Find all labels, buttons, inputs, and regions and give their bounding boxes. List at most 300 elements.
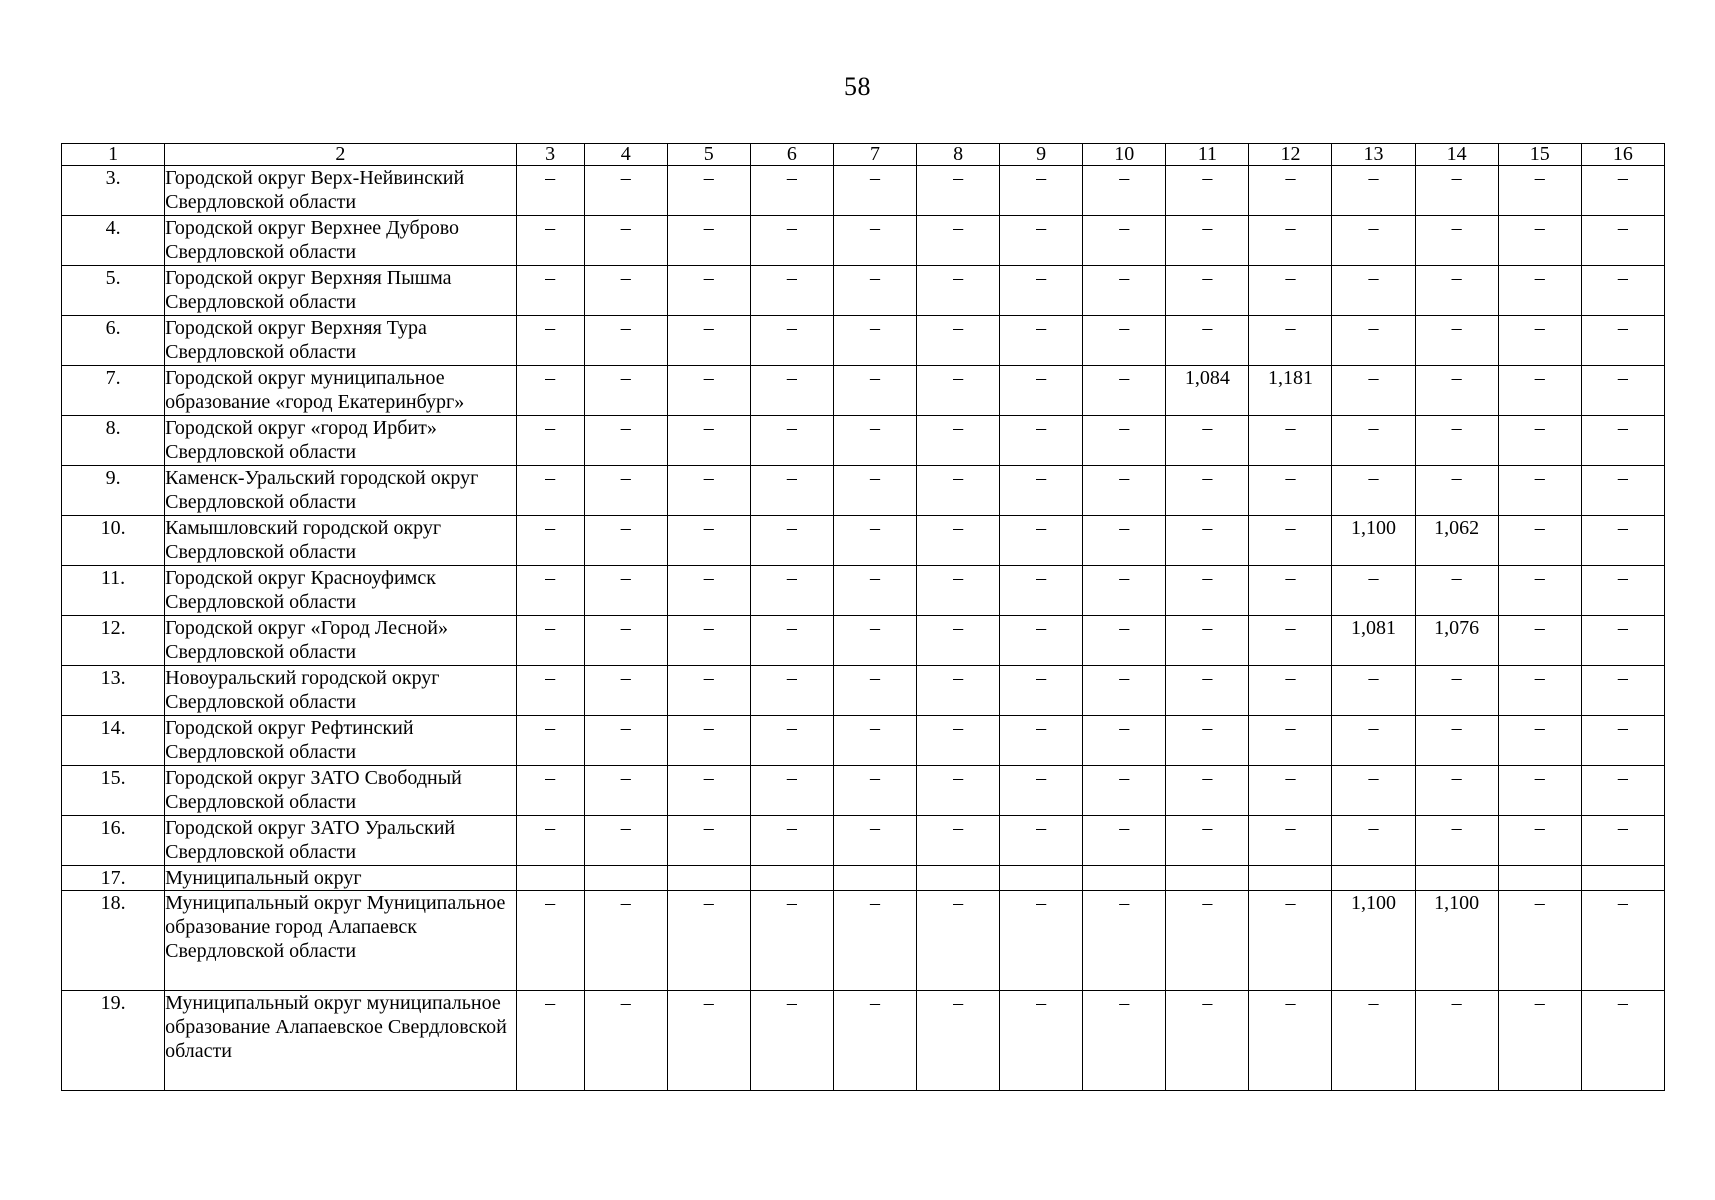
value-cell: – [833,316,916,366]
value-cell: – [750,416,833,466]
value-cell: – [917,991,1000,1091]
value-cell: – [1000,416,1083,466]
value-cell: – [833,816,916,866]
value-cell: – [750,766,833,816]
value-cell: – [917,466,1000,516]
value-cell: – [750,616,833,666]
value-cell: – [1498,716,1581,766]
value-cell: – [584,716,667,766]
value-cell: – [917,716,1000,766]
value-cell: – [833,991,916,1091]
value-cell: – [1581,816,1664,866]
municipality-name: Городской округ Рефтинский Свердловской области [165,716,516,766]
value-cell: – [667,991,750,1091]
value-cell: – [584,216,667,266]
value-cell: – [1415,766,1498,816]
value-cell: – [1000,766,1083,816]
value-cell: – [1000,366,1083,416]
value-cell: – [1581,616,1664,666]
row-number: 11. [62,566,165,616]
value-cell: – [1249,416,1332,466]
value-cell: – [917,566,1000,616]
value-cell: – [516,666,584,716]
value-cell: – [1083,891,1166,991]
table-row [62,416,1665,466]
value-cell: – [1498,891,1581,991]
value-cell: – [1166,666,1249,716]
value-cell: – [1000,716,1083,766]
value-cell: 1,084 [1166,366,1249,416]
value-cell: – [1415,366,1498,416]
value-cell: – [1166,466,1249,516]
value-cell: – [750,316,833,366]
value-cell: – [1332,716,1415,766]
value-cell: – [1083,816,1166,866]
row-number: 19. [62,991,165,1091]
row-number: 7. [62,366,165,416]
municipality-name: Муниципальный округ муниципальное образование Алапаевское Свердловской области [165,991,516,1091]
value-cell: – [667,816,750,866]
value-cell: – [833,616,916,666]
municipality-name: Каменск-Уральский городской округ Свердловской области [165,466,516,516]
value-cell: – [1000,216,1083,266]
value-cell: – [1581,366,1664,416]
value-cell: – [750,716,833,766]
value-cell [750,866,833,891]
value-cell: – [1000,166,1083,216]
value-cell: – [750,366,833,416]
row-number: 9. [62,466,165,516]
value-cell: – [667,366,750,416]
value-cell: – [584,566,667,616]
value-cell: – [1000,891,1083,991]
value-cell: – [667,416,750,466]
value-cell [1415,866,1498,891]
value-cell: – [1083,991,1166,1091]
value-cell: – [1083,666,1166,716]
value-cell: – [1498,166,1581,216]
value-cell: – [1498,991,1581,1091]
value-cell [917,866,1000,891]
value-cell: – [1166,316,1249,366]
value-cell: 1,100 [1332,516,1415,566]
value-cell: – [667,216,750,266]
value-cell: – [1415,266,1498,316]
value-cell: – [917,316,1000,366]
value-cell: – [1000,666,1083,716]
value-cell: – [1249,516,1332,566]
value-cell: – [833,466,916,516]
value-cell: – [917,666,1000,716]
value-cell: – [833,266,916,316]
value-cell: – [1166,891,1249,991]
value-cell: – [1498,216,1581,266]
table-row [62,566,1665,616]
value-cell [667,866,750,891]
value-cell: – [1083,216,1166,266]
municipality-name: Городской округ «город Ирбит» Свердловской области [165,416,516,466]
value-cell: – [1000,466,1083,516]
value-cell: 1,100 [1415,891,1498,991]
value-cell: – [667,891,750,991]
value-cell: – [750,666,833,716]
value-cell: – [584,516,667,566]
value-cell: – [1249,316,1332,366]
table-row [62,866,1665,891]
row-number: 16. [62,816,165,866]
value-cell: – [833,766,916,816]
column-header: 2 [165,144,516,166]
column-header: 13 [1332,144,1415,166]
value-cell: – [1166,616,1249,666]
value-cell: – [1166,216,1249,266]
value-cell: – [1415,466,1498,516]
municipality-name: Муниципальный округ [165,866,516,891]
value-cell: – [1083,516,1166,566]
value-cell: – [1083,616,1166,666]
table-row [62,666,1665,716]
table-row [62,366,1665,416]
value-cell: – [1498,266,1581,316]
value-cell: 1,076 [1415,616,1498,666]
value-cell: – [1415,816,1498,866]
row-number: 3. [62,166,165,216]
value-cell: – [1581,716,1664,766]
value-cell: – [1332,666,1415,716]
value-cell: – [1581,666,1664,716]
municipality-name: Городской округ ЗАТО Уральский Свердловской области [165,816,516,866]
value-cell: – [667,666,750,716]
value-cell: – [1000,566,1083,616]
value-cell: – [1166,816,1249,866]
value-cell: – [516,816,584,866]
value-cell: – [1498,466,1581,516]
value-cell [833,866,916,891]
value-cell: – [1498,816,1581,866]
row-number: 18. [62,891,165,991]
value-cell: – [667,266,750,316]
value-cell [1083,866,1166,891]
value-cell: – [1415,716,1498,766]
table-row [62,816,1665,866]
value-cell: – [1498,416,1581,466]
value-cell: – [516,891,584,991]
value-cell: – [1332,566,1415,616]
value-cell: 1,081 [1332,616,1415,666]
value-cell: – [584,466,667,516]
value-cell: – [667,716,750,766]
value-cell: – [1249,666,1332,716]
municipality-name: Новоуральский городской округ Свердловской области [165,666,516,716]
value-cell: – [1332,166,1415,216]
value-cell: – [917,366,1000,416]
value-cell: – [584,166,667,216]
value-cell: – [1332,766,1415,816]
value-cell: – [516,991,584,1091]
value-cell [1000,866,1083,891]
value-cell: – [917,616,1000,666]
table-row [62,616,1665,666]
value-cell: – [1083,566,1166,616]
value-cell: – [1581,216,1664,266]
value-cell: – [917,416,1000,466]
value-cell: – [1415,166,1498,216]
table-row [62,166,1665,216]
value-cell: – [516,716,584,766]
value-cell: – [1581,891,1664,991]
value-cell: – [1083,716,1166,766]
value-cell: – [1166,266,1249,316]
value-cell: – [1166,166,1249,216]
value-cell: – [1249,716,1332,766]
municipality-name: Городской округ муниципальное образование «город Екатеринбург» [165,366,516,416]
value-cell: – [516,616,584,666]
column-header: 8 [917,144,1000,166]
value-cell: – [1332,366,1415,416]
value-cell: – [516,216,584,266]
value-cell: – [1083,166,1166,216]
value-cell: – [1332,266,1415,316]
value-cell: – [584,991,667,1091]
value-cell: – [750,566,833,616]
value-cell: – [1249,466,1332,516]
column-header: 7 [833,144,916,166]
row-number: 12. [62,616,165,666]
table-row [62,466,1665,516]
value-cell: – [1498,666,1581,716]
value-cell: – [667,766,750,816]
table-body [62,166,1665,1091]
row-number: 17. [62,866,165,891]
table-row [62,991,1665,1091]
column-header: 5 [667,144,750,166]
value-cell: – [1083,766,1166,816]
value-cell: – [1083,266,1166,316]
value-cell: – [1581,766,1664,816]
value-cell: – [1415,216,1498,266]
value-cell: – [1332,216,1415,266]
value-cell: – [667,516,750,566]
value-cell: – [833,716,916,766]
value-cell: – [750,991,833,1091]
table-row [62,516,1665,566]
value-cell: – [1083,466,1166,516]
value-cell: – [1166,516,1249,566]
row-number: 8. [62,416,165,466]
value-cell: – [1581,516,1664,566]
value-cell: – [1249,216,1332,266]
value-cell: – [1083,316,1166,366]
table-row [62,766,1665,816]
value-cell: – [584,891,667,991]
value-cell: – [667,616,750,666]
value-cell: – [1498,316,1581,366]
value-cell: – [584,766,667,816]
value-cell: – [833,166,916,216]
value-cell: – [750,466,833,516]
value-cell: – [1581,266,1664,316]
value-cell: – [584,366,667,416]
value-cell: – [516,166,584,216]
value-cell: – [1581,316,1664,366]
value-cell: – [516,266,584,316]
value-cell: – [1415,416,1498,466]
column-header: 3 [516,144,584,166]
value-cell: – [750,216,833,266]
municipality-name: Муниципальный округ Муниципальное образование город Алапаевск Свердловской области [165,891,516,991]
value-cell: – [1581,466,1664,516]
value-cell: – [584,266,667,316]
value-cell: – [1332,816,1415,866]
value-cell: – [1166,766,1249,816]
value-cell: – [833,416,916,466]
value-cell: – [917,166,1000,216]
municipality-name: Городской округ ЗАТО Свободный Свердловской области [165,766,516,816]
data-table [61,143,1665,1091]
value-cell: – [667,316,750,366]
table-row [62,316,1665,366]
row-number: 15. [62,766,165,816]
value-cell: – [1415,666,1498,716]
page-number: 58 [844,72,871,101]
value-cell [1249,866,1332,891]
value-cell: – [1249,991,1332,1091]
column-header: 4 [584,144,667,166]
municipality-name: Городской округ Верхняя Пышма Свердловской области [165,266,516,316]
column-header: 1 [62,144,165,166]
column-header: 14 [1415,144,1498,166]
value-cell: 1,100 [1332,891,1415,991]
value-cell: – [1249,616,1332,666]
value-cell: 1,181 [1249,366,1332,416]
column-header: 9 [1000,144,1083,166]
value-cell: – [1581,416,1664,466]
table-row [62,216,1665,266]
value-cell: – [1000,616,1083,666]
value-cell: – [516,316,584,366]
value-cell: – [1249,816,1332,866]
value-cell: – [1498,766,1581,816]
value-cell: – [1581,566,1664,616]
value-cell: – [1415,991,1498,1091]
value-cell: – [833,666,916,716]
value-cell: – [667,466,750,516]
value-cell: – [1332,991,1415,1091]
value-cell: – [1332,316,1415,366]
value-cell: – [584,666,667,716]
value-cell [516,866,584,891]
value-cell [1581,866,1664,891]
value-cell: – [1332,416,1415,466]
column-header: 16 [1581,144,1664,166]
value-cell: – [1498,566,1581,616]
value-cell: – [584,416,667,466]
row-number: 4. [62,216,165,266]
value-cell: – [1000,816,1083,866]
table-row [62,716,1665,766]
value-cell: – [584,616,667,666]
value-cell: – [750,891,833,991]
municipality-name: Городской округ Верх-Нейвинский Свердловской области [165,166,516,216]
table-row [62,891,1665,991]
value-cell: – [667,566,750,616]
column-header: 11 [1166,144,1249,166]
row-number: 13. [62,666,165,716]
municipality-name: Городской округ Верхняя Тура Свердловской области [165,316,516,366]
value-cell: – [1000,516,1083,566]
value-cell [1498,866,1581,891]
value-cell [1332,866,1415,891]
value-cell: – [1166,416,1249,466]
column-header: 10 [1083,144,1166,166]
value-cell: – [750,516,833,566]
value-cell: – [1249,266,1332,316]
value-cell: – [917,816,1000,866]
value-cell: – [833,366,916,416]
value-cell: – [1083,416,1166,466]
column-header: 6 [750,144,833,166]
value-cell: – [1415,566,1498,616]
column-header: 15 [1498,144,1581,166]
value-cell: – [516,566,584,616]
value-cell: – [516,466,584,516]
value-cell: – [1498,616,1581,666]
value-cell: – [1498,516,1581,566]
municipality-name: Городской округ Красноуфимск Свердловской области [165,566,516,616]
value-cell: – [1581,166,1664,216]
value-cell: – [1166,566,1249,616]
municipality-name: Городской округ Верхнее Дуброво Свердловской области [165,216,516,266]
row-number: 6. [62,316,165,366]
value-cell: – [917,216,1000,266]
value-cell: – [1581,991,1664,1091]
value-cell: – [833,516,916,566]
value-cell: – [584,816,667,866]
value-cell: – [1249,766,1332,816]
value-cell: – [1166,991,1249,1091]
municipality-name: Городской округ «Город Лесной» Свердловской области [165,616,516,666]
value-cell [1166,866,1249,891]
value-cell: – [917,891,1000,991]
header-row [62,144,1665,166]
row-number: 10. [62,516,165,566]
value-cell: – [750,816,833,866]
value-cell: – [1249,891,1332,991]
column-header: 12 [1249,144,1332,166]
value-cell: – [516,416,584,466]
value-cell: 1,062 [1415,516,1498,566]
value-cell: – [1332,466,1415,516]
value-cell: – [1000,316,1083,366]
value-cell: – [1249,566,1332,616]
row-number: 5. [62,266,165,316]
value-cell: – [1083,366,1166,416]
value-cell: – [516,766,584,816]
value-cell: – [667,166,750,216]
table-row [62,266,1665,316]
value-cell: – [584,316,667,366]
value-cell: – [516,366,584,416]
value-cell: – [750,266,833,316]
municipality-name: Камышловский городской округ Свердловской области [165,516,516,566]
value-cell: – [1415,316,1498,366]
value-cell: – [833,216,916,266]
value-cell: – [1166,716,1249,766]
value-cell: – [833,891,916,991]
value-cell [584,866,667,891]
value-cell: – [1000,266,1083,316]
value-cell: – [1249,166,1332,216]
